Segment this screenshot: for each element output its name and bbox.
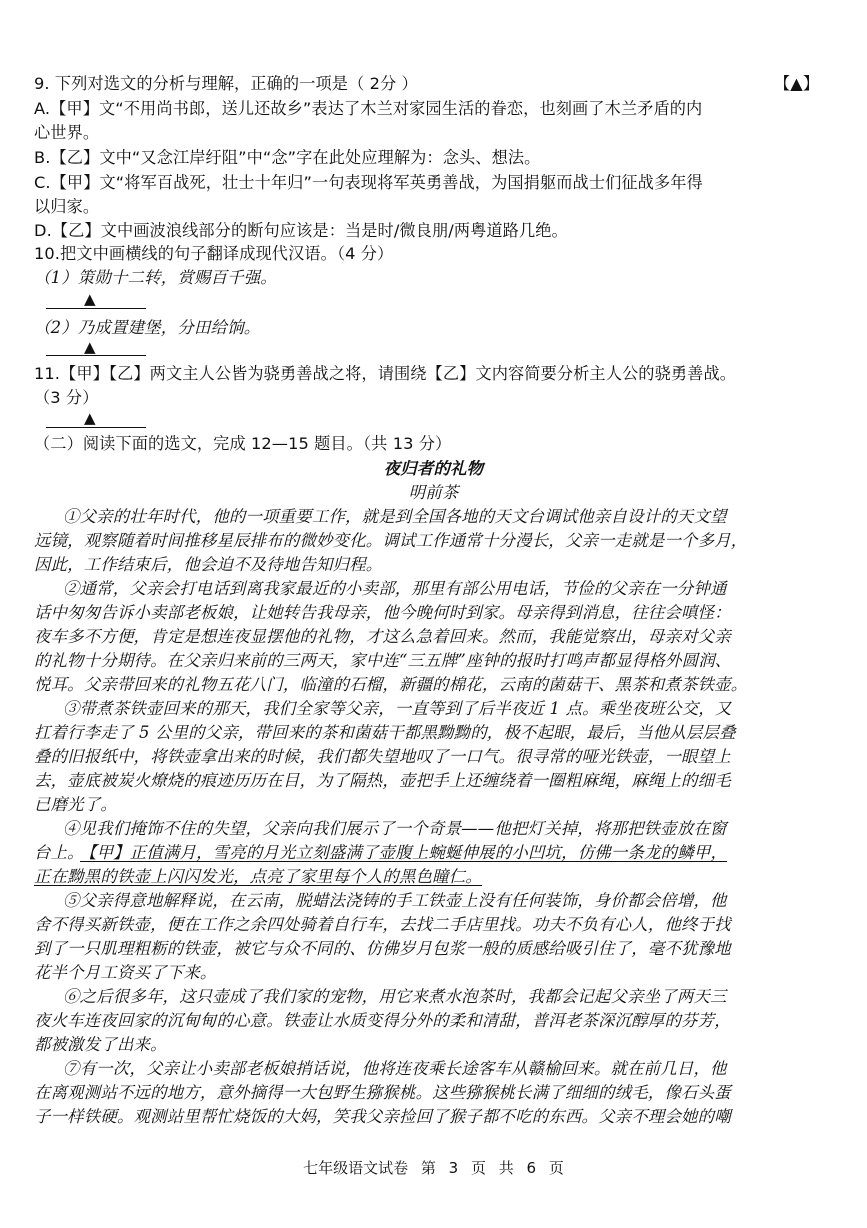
article-title: 夜归者的礼物 <box>383 459 484 478</box>
q9-option-a: A.【甲】文“不用尚书郎，送儿还故乡”表达了木兰对家园生活的眷恋，也刻画了木兰矛盾的内 <box>34 99 703 118</box>
article-line: ⑦有一次，父亲让小卖部老板娘捎话说，他将连夜乘长途客车从赣榆回来。就在前几日，他 <box>63 1059 727 1078</box>
page-footer <box>0 1157 867 1178</box>
underlined-sentence-cont: 正在黝黑的铁壶上闪闪发光，点亮了家里每个人的黑色瞳仁。 <box>34 867 482 886</box>
answer-blank-line[interactable] <box>46 427 146 428</box>
article-line: 悦耳。父亲带回来的礼物五花八门，临潼的石榴，新疆的棉花，云南的菌菇干、黑茶和煮茶铁壶。 <box>34 675 748 694</box>
article-line: 到了一只肌理粗粝的铁壶，被它与众不同的、仿佛岁月包浆一般的质感给吸引住了，毫不犹豫地 <box>34 939 731 958</box>
article-line: ⑥之后很多年，这只壶成了我们家的宠物，用它来煮水泡茶时，我都会记起父亲坐了两天三 <box>63 987 727 1006</box>
footer-page-number: 第 3 页 <box>420 1159 486 1177</box>
article-line: 远镜，观察随着时间推移星辰排布的微妙变化。调试工作通常十分漫长，父亲一走就是一个多月， <box>34 531 748 550</box>
article-line: ②通常，父亲会打电话到离我家最近的小卖部，那里有部公用电话，节俭的父亲在一分钟通 <box>63 579 727 598</box>
article-line: 子一样铁硬。观测站里帮忙烧饭的大妈，笑我父亲捡回了猴子都不吃的东西。父亲不理会她的嘲 <box>34 1107 731 1126</box>
article-line: 花半个月工资买了下来。 <box>34 963 217 982</box>
underlined-sentence: 【甲】正值满月，雪亮的月光立刻盛满了壶腹上蜿蜒伸展的小凹坑，仿佛一条龙的鳞甲， <box>80 843 728 862</box>
answer-blank-line[interactable] <box>46 308 146 309</box>
q9-option-c: C.【甲】文“将军百战死，壮士十年归”一句表现将军英勇善战，为国捐躯而战士们征战多年得 <box>34 173 703 192</box>
footer-total-pages: 共 6 页 <box>498 1159 564 1177</box>
article-line: 在离观测站不远的地方，意外摘得一大包野生猕猴桃。这些猕猴桃长满了细细的绒毛，像石头蛋 <box>34 1083 731 1102</box>
article-line: 都被激发了出来。 <box>34 1035 167 1054</box>
answer-blank-line[interactable] <box>46 355 146 356</box>
q10-item-1: （1）策勋十二转，赏赐百千强。 <box>34 268 277 287</box>
q9-answer-mark: 【▲】 <box>774 74 820 93</box>
article-line: 舍不得买新铁壶，便在工作之余四处骑着自行车，去找二手店里找。功夫不负有心人，他终于找 <box>34 915 731 934</box>
article-line: ④见我们掩饰不住的失望，父亲向我们展示了一个奇景——他把灯关掉，将那把铁壶放在窗 <box>63 819 727 838</box>
article-line: 台上。 <box>34 843 84 862</box>
q9-option-b: B.【乙】文中“又念江岸纡阻”中“念”字在此处应理解为：念头、想法。 <box>34 148 541 167</box>
article-line: 夜火车连夜回家的沉甸甸的心意。铁壶让水质变得分外的柔和清甜，普洱老茶深沉醇厚的芬芳， <box>34 1011 731 1030</box>
section-heading: （二）阅读下面的选文，完成 12—15 题目。（共 13 分） <box>34 434 452 453</box>
article-line: 扛着行李走了 5 公里的父亲，带回来的茶和菌菇干都黑黝黝的，极不起眼，最后，当他从层层叠 <box>34 723 736 742</box>
q11-stem: 11.【甲】【乙】两文主人公皆为骁勇善战之将，请围绕【乙】文内容简要分析主人公的骁勇善战。 <box>34 364 737 383</box>
article-line: 话中匆匆告诉小卖部老板娘，让她转告我母亲，他今晚何时到家。母亲得到消息，往往会嗔怪： <box>34 603 731 622</box>
article-line: 的礼物十分期待。在父亲归来前的三两天，家中连“三五牌”座钟的报时打鸣声都显得格外圆润、 <box>34 651 732 670</box>
q9-option-a-cont: 心世界。 <box>34 123 100 142</box>
article-line: 夜车多不方便，肯定是想连夜显摆他的礼物，才这么急着回来。然而，我能觉察出，母亲对父亲 <box>34 627 731 646</box>
q11-points: （3 分） <box>34 388 99 407</box>
answer-triangle: ▲ <box>84 338 96 356</box>
q9-option-c-cont: 以归家。 <box>34 197 100 216</box>
article-line: ⑤父亲得意地解释说，在云南，脱蜡法浇铸的手工铁壶上没有任何装饰，身价都会倍增，他 <box>63 891 727 910</box>
article-line: 叠的旧报纸中，将铁壶拿出来的时候，我们都失望地叹了一口气。很寻常的哑光铁壶，一眼望上 <box>34 747 731 766</box>
article-line: 已磨光了。 <box>34 795 117 814</box>
article-line: 去，壶底被炭火燎烧的痕迹历历在目，为了隔热，壶把手上还缠绕着一圈粗麻绳，麻绳上的细毛 <box>34 771 731 790</box>
q10-item-2: （2）乃成置建堡，分田给饷。 <box>34 318 261 337</box>
q9-stem: 9. 下列对选文的分析与理解，正确的一项是（ 2分 ） <box>34 74 418 93</box>
q10-stem: 10.把文中画横线的句子翻译成现代汉语。（4 分） <box>34 244 394 263</box>
footer-subject: 七年级语文试卷 <box>303 1159 409 1177</box>
article-line: ③带煮茶铁壶回来的那天，我们全家等父亲，一直等到了后半夜近 1 点。乘坐夜班公交，又 <box>63 699 732 718</box>
article-line: 因此，工作结束后，他会迫不及待地告知归程。 <box>34 555 383 574</box>
answer-triangle: ▲ <box>84 409 96 427</box>
q9-option-d: D.【乙】文中画波浪线部分的断句应该是：当是时/微良朋/两粤道路几绝。 <box>34 221 568 240</box>
answer-triangle: ▲ <box>84 290 96 308</box>
article-author: 明前茶 <box>408 483 459 502</box>
article-line: ①父亲的壮年时代，他的一项重要工作，就是到全国各地的天文台调试他亲自设计的天文望 <box>63 507 727 526</box>
